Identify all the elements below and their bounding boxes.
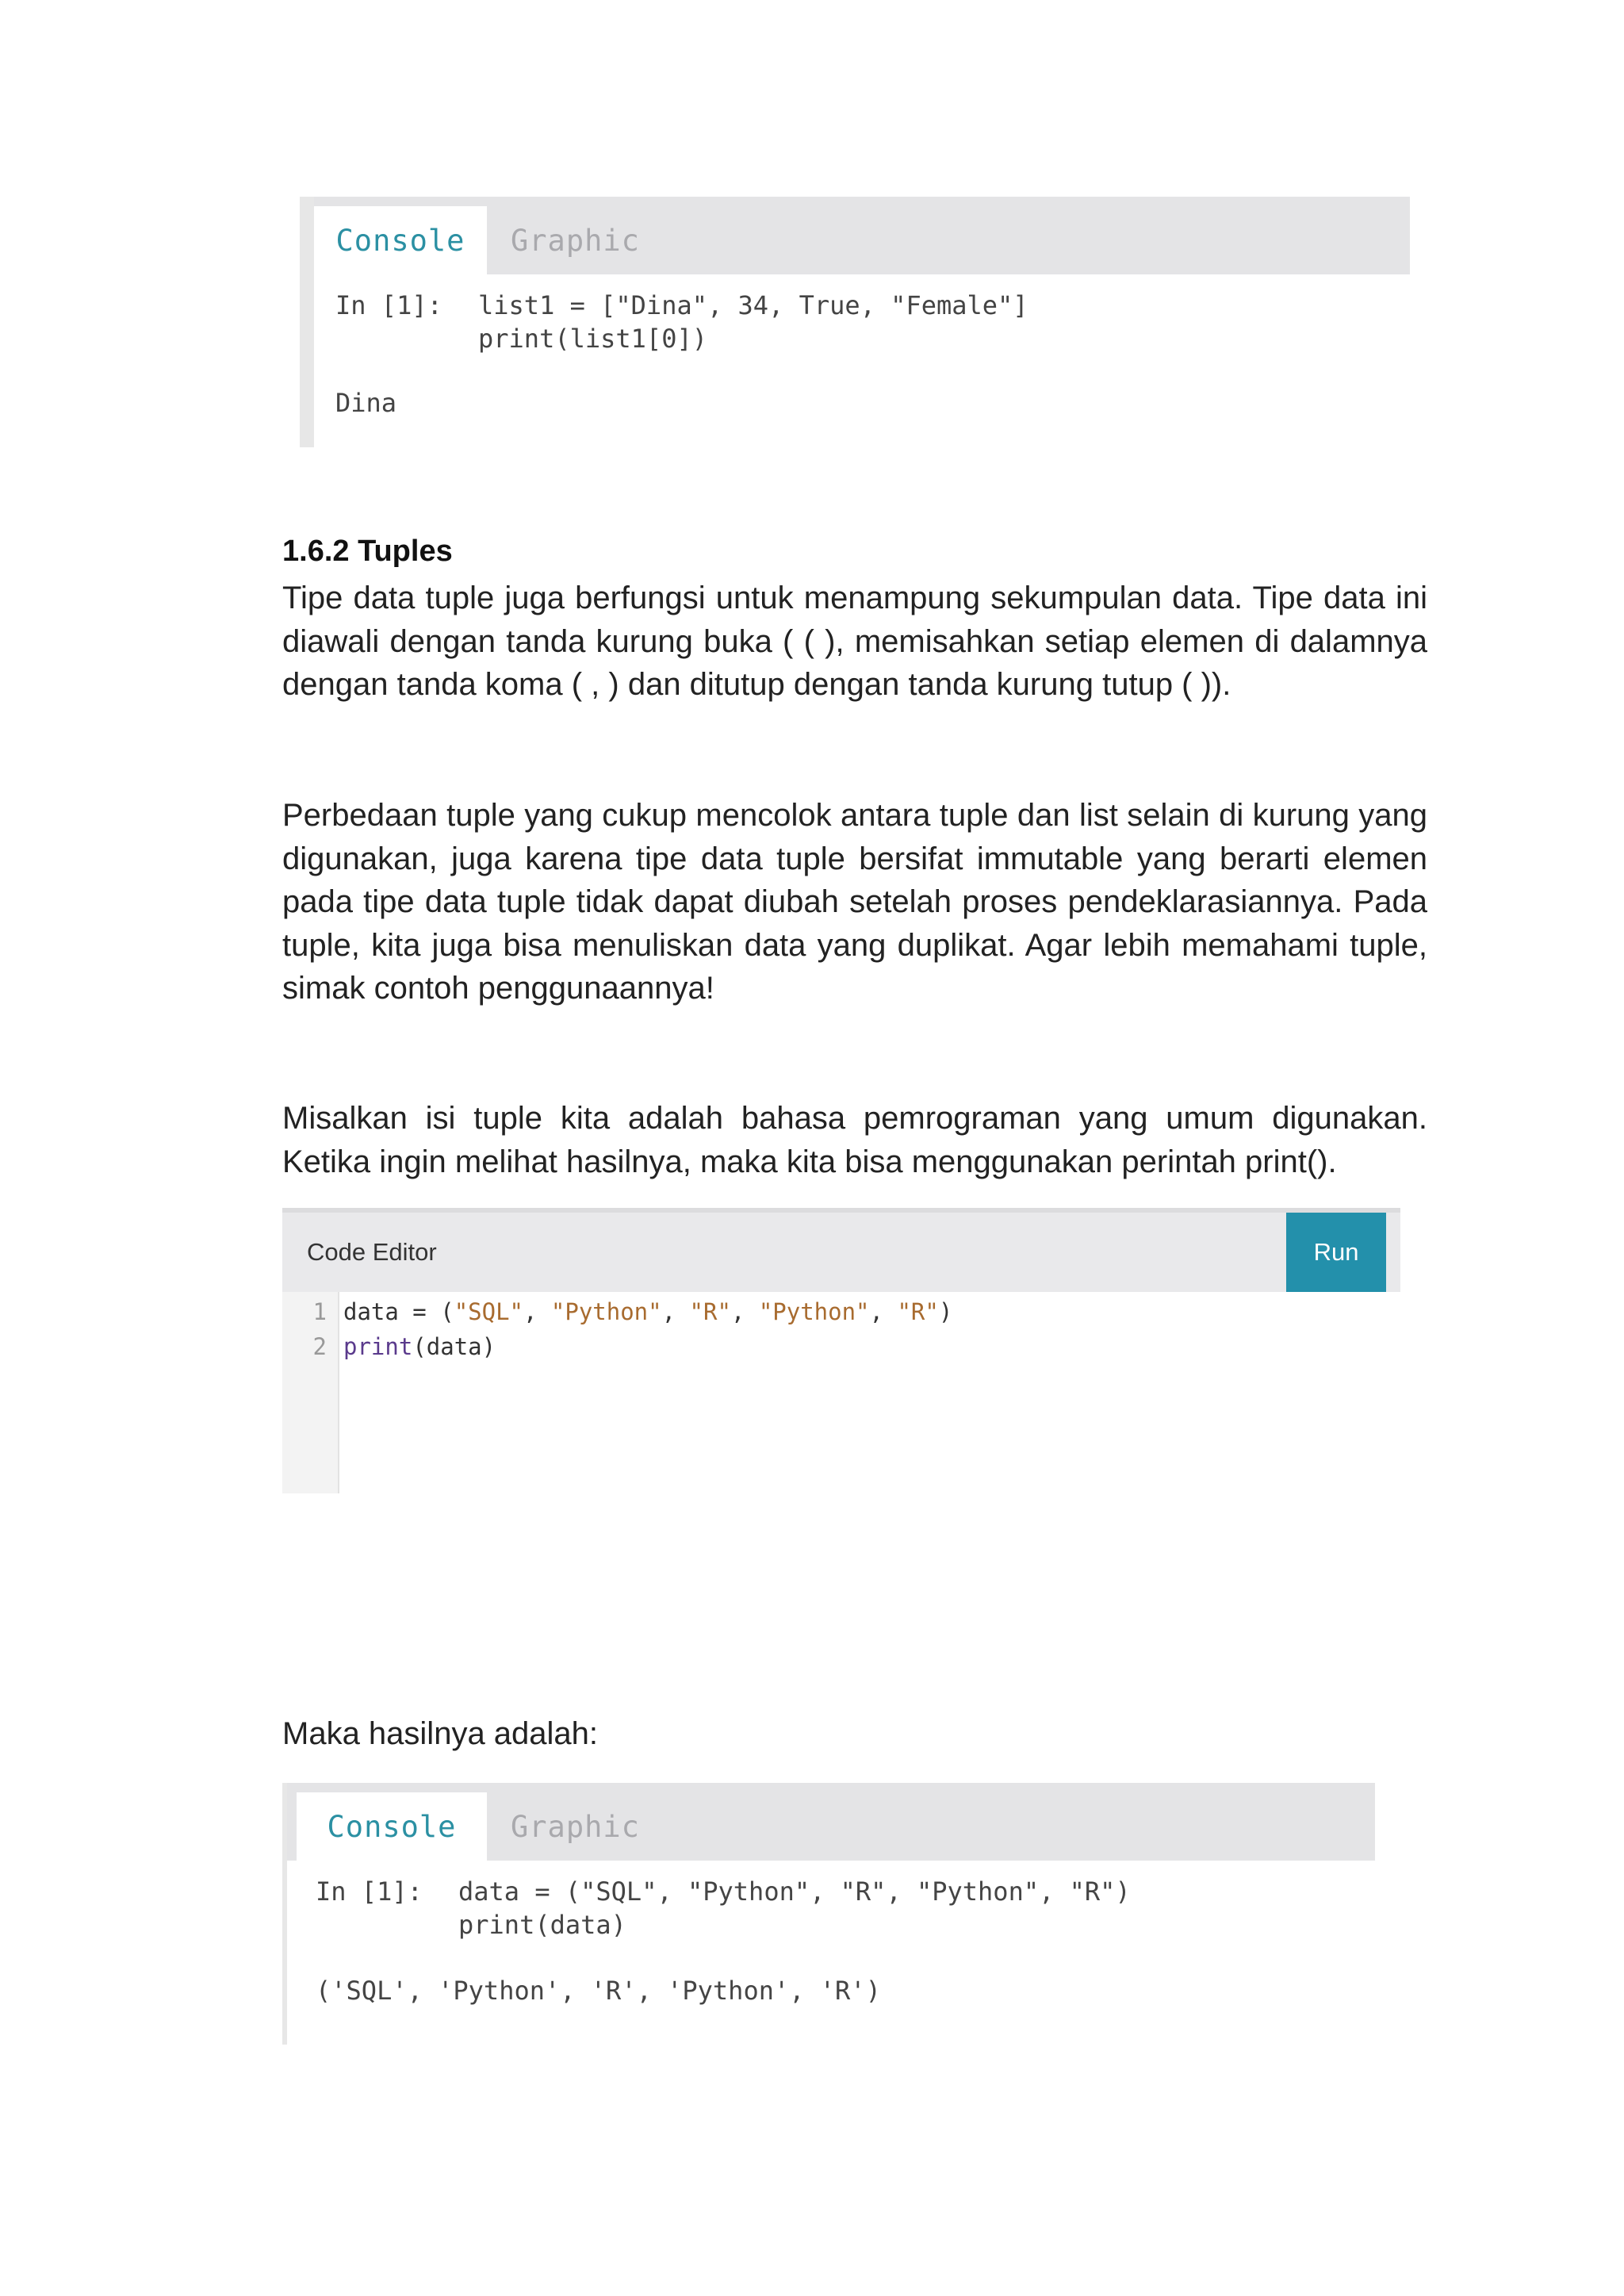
- code-editor-title: Code Editor: [307, 1238, 437, 1266]
- console-tab-bar: [287, 1783, 1375, 1861]
- tab-console[interactable]: Console: [314, 206, 487, 274]
- paragraph-tuple-intro: Tipe data tuple juga berfungsi untuk menampung sekumpulan data. Tipe data ini diawali dengan tanda kurung buka ( ( ), memisahkan setiap elemen di dalamnya dengan tanda koma ( , ) dan ditutup dengan tanda kurung tutup ( )).: [282, 581, 1427, 702]
- code-string: "SQL": [454, 1298, 523, 1325]
- code-token: ): [938, 1298, 953, 1325]
- code-function: print: [343, 1333, 413, 1360]
- paragraph-tuple-example: Misalkan isi tuple kita adalah bahasa pemrograman yang umum digunakan. Ketika ingin melihat hasilnya, maka kita bisa menggunakan perintah print().: [282, 1101, 1427, 1179]
- console-output-text: Dina: [335, 388, 397, 418]
- console-prompt: In [1]:: [335, 290, 442, 320]
- code-string: "Python": [758, 1298, 870, 1325]
- tab-console[interactable]: Console: [297, 1792, 487, 1861]
- console-panel-tuple: [282, 1783, 1375, 2045]
- paragraph-tuple-difference: Perbedaan tuple yang cukup mencolok antara tuple dan list selain di kurung yang digunakan, juga karena tipe data tuple bersifat immutable yang berarti elemen pada tipe data tuple tidak dapat diubah setelah proses pendeklarasiannya. Pada tuple, kita juga bisa menuliskan data yang duplikat. Agar lebih memahami tuple, simak contoh penggunaannya!: [282, 798, 1427, 1006]
- result-label: Maka hasilnya adalah:: [282, 1716, 599, 1751]
- tab-graphic[interactable]: Graphic: [511, 223, 640, 258]
- code-string: "Python": [550, 1298, 662, 1325]
- code-line[interactable]: [343, 1333, 496, 1360]
- code-editor-header: [282, 1208, 1400, 1292]
- code-token: ,: [869, 1298, 898, 1325]
- code-token: ,: [523, 1298, 551, 1325]
- console-code-line: print(list1[0]): [478, 324, 707, 354]
- console-output-area: [287, 1861, 1375, 2045]
- console-code-line: list1 = ["Dina", 34, True, "Female"]: [478, 290, 1028, 320]
- line-number: 2: [312, 1333, 327, 1360]
- code-editor: [282, 1208, 1400, 1493]
- code-token: ,: [661, 1298, 690, 1325]
- code-line[interactable]: [343, 1298, 952, 1325]
- console-tab-bar: [314, 197, 1410, 274]
- code-token: data = (: [343, 1298, 454, 1325]
- tab-graphic[interactable]: Graphic: [511, 1809, 640, 1844]
- console-output-text: ('SQL', 'Python', 'R', 'Python', 'R'): [316, 1976, 881, 2006]
- console-output-area: [314, 274, 1410, 447]
- code-string: "R": [897, 1298, 939, 1325]
- console-left-border: [300, 197, 314, 447]
- section-heading: 1.6.2 Tuples: [282, 535, 453, 568]
- console-code-line: data = ("SQL", "Python", "R", "Python", "R"): [458, 1876, 1131, 1907]
- code-token: (data): [412, 1333, 496, 1360]
- console-panel-list: [300, 197, 1410, 447]
- code-token: ,: [730, 1298, 759, 1325]
- line-number: 1: [312, 1298, 327, 1325]
- console-code-line: print(data): [458, 1910, 626, 1940]
- code-string: "R": [689, 1298, 731, 1325]
- console-prompt: In [1]:: [316, 1876, 423, 1907]
- run-button[interactable]: Run: [1286, 1213, 1386, 1292]
